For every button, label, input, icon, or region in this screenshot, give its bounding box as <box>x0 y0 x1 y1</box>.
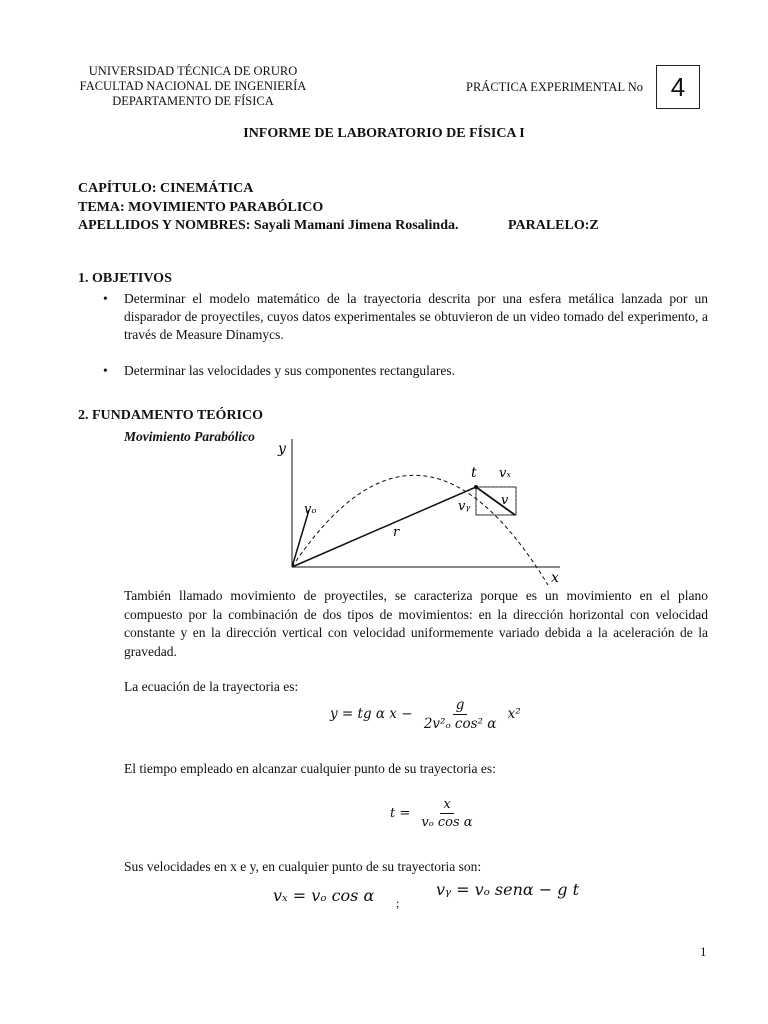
practice-label: PRÁCTICA EXPERIMENTAL No <box>466 80 644 94</box>
bullet-icon: • <box>103 363 108 378</box>
eq-trajectory-den: 2v²ₒ cos² α <box>423 716 497 732</box>
t-label: t <box>471 465 477 481</box>
trajectory-equation <box>330 697 521 732</box>
eq-trajectory-tail: x² <box>507 706 521 722</box>
eq-trajectory-lhs: y = tg α x − <box>330 706 413 722</box>
page-number: 1 <box>700 944 707 959</box>
theory-paragraph: También llamado movimiento de proyectiles, se caracteriza porque es un movimiento en el plano compuesto por la combinación de dos tipos de movimientos: en la dirección horizontal con velocidad constante y en la dirección vertical con velocidad uniformemente variado debida a la aceleración de la gravedad. <box>124 588 708 659</box>
r-label: r <box>393 525 400 540</box>
names-line: APELLIDOS Y NOMBRES: Sayali Mamani Jimena Rosalinda. <box>78 218 459 233</box>
eq-vx: vₓ = vₒ cos α <box>273 886 375 905</box>
parabolic-motion-diagram <box>270 435 570 587</box>
eq-separator: ; <box>396 896 400 910</box>
eq-time-fraction <box>418 797 475 830</box>
faculty-name: FACULTAD NACIONAL DE INGENIERÍA <box>79 79 307 93</box>
eq-trajectory-num: g <box>453 697 468 715</box>
eq-trajectory-fraction <box>421 697 500 732</box>
time-intro: El tiempo empleado en alcanzar cualquier punto de su trayectoria es: <box>124 761 496 776</box>
time-equation <box>390 797 480 830</box>
position-vector-r <box>292 487 476 567</box>
point-marker <box>474 485 478 489</box>
paralelo-line: PARALELO:Z <box>508 218 599 233</box>
report-title: INFORME DE LABORATORIO DE FÍSICA I <box>243 126 525 141</box>
chapter-line: CAPÍTULO: CINEMÁTICA <box>78 181 254 196</box>
x-axis-label: x <box>551 570 559 586</box>
y-axis-label: y <box>278 441 286 457</box>
university-name: UNIVERSIDAD TÉCNICA DE ORURO <box>88 64 298 78</box>
theory-heading: 2. FUNDAMENTO TEÓRICO <box>78 408 264 423</box>
objective-item-1: Determinar el modelo matemático de la trayectoria descrita por una esfera metálica lanzada por un disparador de proyectiles, cuyos datos experimentales se obtuvieron de un video tomado del experimento, a través de Measure Dinamycs. <box>124 291 708 342</box>
objective-item-2: Determinar las velocidades y sus componentes rectangulares. <box>124 363 456 378</box>
trajectory-intro: La ecuación de la trayectoria es: <box>124 679 299 694</box>
eq-vy: vᵧ = vₒ senα − g t <box>436 880 580 899</box>
trajectory-curve <box>292 475 548 585</box>
institution-header <box>62 64 324 109</box>
eq-time-lhs: t = <box>390 806 411 821</box>
velocities-intro: Sus velocidades en x e y, en cualquier punto de su trayectoria son: <box>124 859 482 874</box>
velocity-vector <box>476 487 515 515</box>
department-name: DEPARTAMENTO DE FÍSICA <box>112 94 274 108</box>
vo-label: vₒ <box>304 502 317 517</box>
practice-number-box <box>656 65 700 109</box>
eq-time-den: vₒ cos α <box>421 815 473 830</box>
vx-label: vₓ <box>499 466 511 481</box>
initial-velocity-vector <box>292 510 309 567</box>
practice-number: 4 <box>670 71 686 102</box>
topic-line: TEMA: MOVIMIENTO PARABÓLICO <box>78 200 324 215</box>
bullet-icon: • <box>103 291 108 306</box>
v-label: v <box>501 493 509 508</box>
eq-time-num: x <box>440 797 453 814</box>
objectives-heading: 1. OBJETIVOS <box>78 271 172 286</box>
theory-subtitle: Movimiento Parabólico <box>124 429 255 444</box>
vy-label: vᵧ <box>458 499 471 514</box>
